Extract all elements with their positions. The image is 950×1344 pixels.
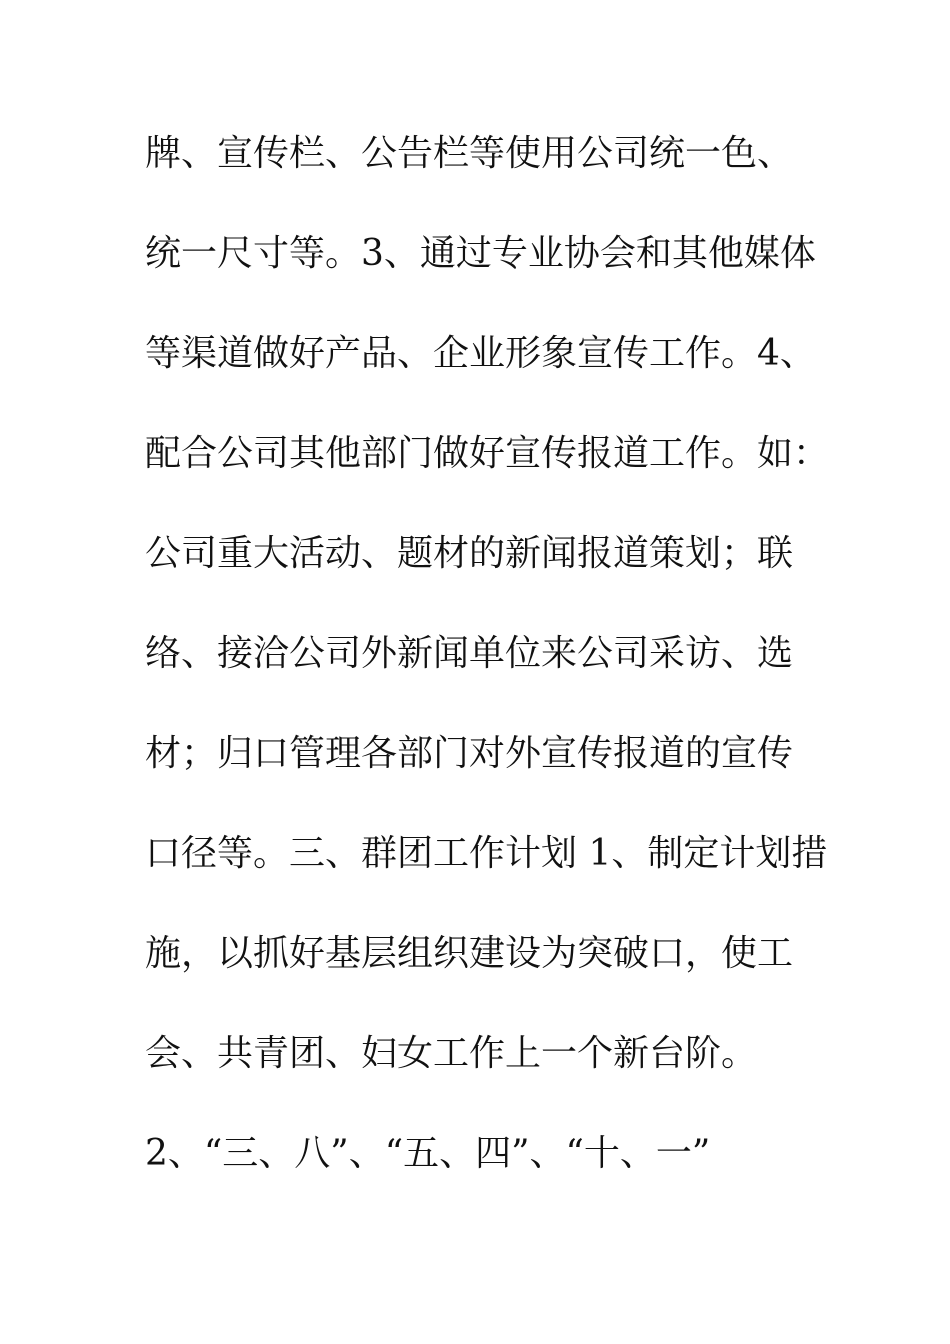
text-line: 口径等。三、群团工作计划 1、制定计划措 bbox=[145, 833, 828, 874]
text-line: 2、“三、八”、“五、四”、“十、一” bbox=[145, 1133, 711, 1174]
text-line: 统一尺寸等。3、通过专业协会和其他媒体 bbox=[145, 233, 816, 274]
text-line: 材；归口管理各部门对外宣传报道的宣传 bbox=[145, 733, 794, 774]
text-line: 配合公司其他部门做好宣传报道工作。如： bbox=[145, 433, 830, 474]
document-body bbox=[145, 126, 830, 1226]
text-line: 会、共青团、妇女工作上一个新台阶。 bbox=[145, 1033, 758, 1074]
text-line: 络、接洽公司外新闻单位来公司采访、选 bbox=[145, 633, 794, 674]
text-line: 等渠道做好产品、企业形象宣传工作。4、 bbox=[145, 333, 816, 374]
text-line: 公司重大活动、题材的新闻报道策划；联 bbox=[145, 533, 794, 574]
text-line: 施，以抓好基层组织建设为突破口，使工 bbox=[145, 933, 794, 974]
text-line: 牌、宣传栏、公告栏等使用公司统一色、 bbox=[145, 133, 794, 174]
